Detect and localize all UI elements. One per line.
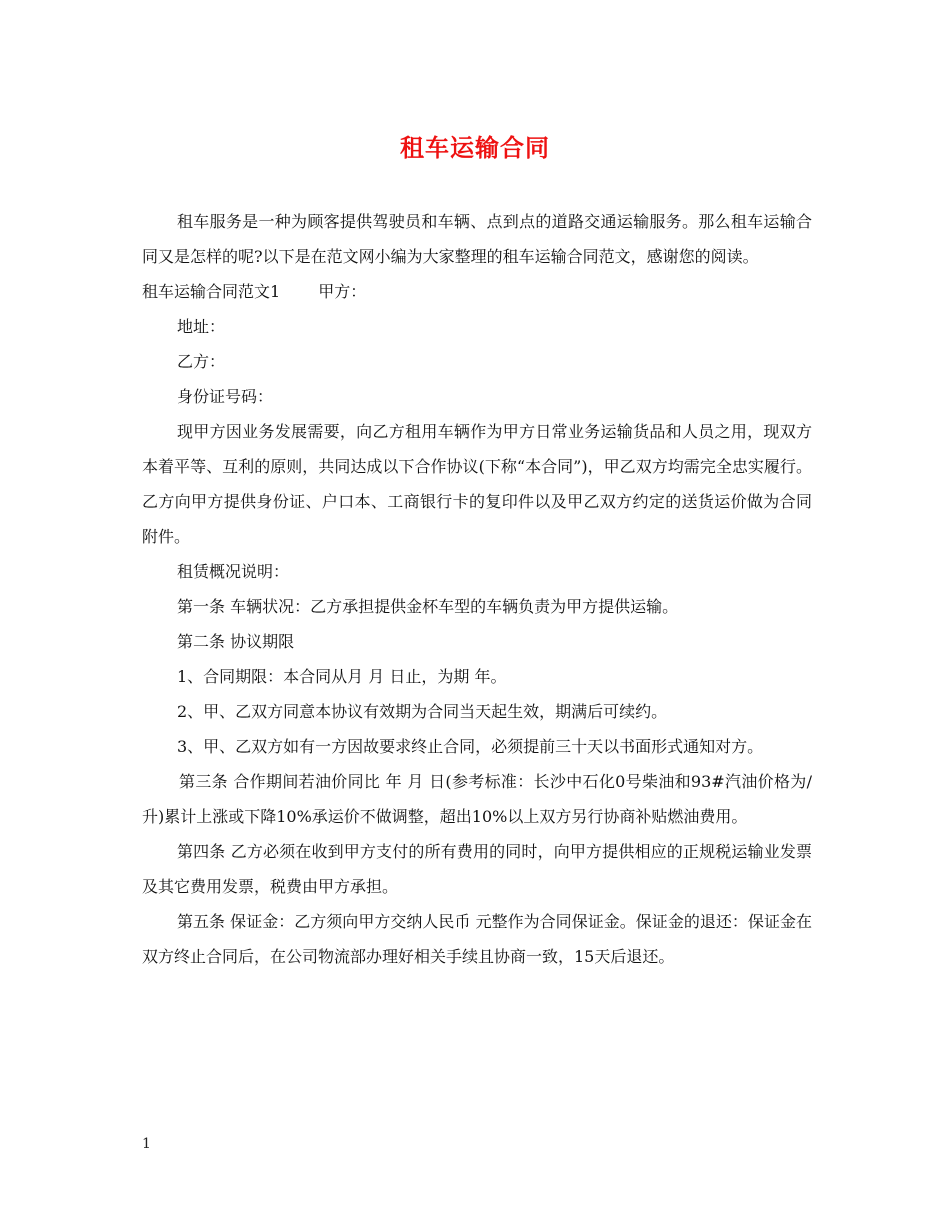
article-4: 第四条 乙方必须在收到甲方支付的所有费用的同时，向甲方提供相应的正规税运输业发票及其它费用发票，税费由甲方承担。 [142,842,812,896]
article-2-heading: 第二条 协议期限 [177,632,295,651]
document-body [142,204,812,974]
party-a-label: 甲方： [318,282,367,301]
term-1: 1、合同期限：本合同从月 月 日止，为期 年。 [177,667,507,686]
term-2: 2、甲、乙双方同意本协议有效期为合同当天起生效，期满后可续约。 [177,702,668,721]
article-1: 第一条 车辆状况：乙方承担提供金杯车型的车辆负责为甲方提供运输。 [177,597,679,616]
document-title: 租车运输合同 [400,133,550,162]
article-3: 第三条 合作期间若油价同比 年 月 日(参考标准：长沙中石化0号柴油和93#汽油价格为/升)累计上涨或下降10%承运价不做调整，超出10%以上双方另行协商补贴燃油费用。 [142,772,812,826]
sample-label: 租车运输合同范文1 [142,282,281,301]
term-3: 3、甲、乙双方如有一方因故要求终止合同，必须提前三十天以书面形式通知对方。 [177,737,764,756]
intro-paragraph: 租车服务是一种为顾客提供驾驶员和车辆、点到点的道路交通运输服务。那么租车运输合同又是怎样的呢?以下是在范文网小编为大家整理的租车运输合同范文，感谢您的阅读。 [142,212,812,266]
party-b-label: 乙方： [177,352,226,371]
page-number: 1 [142,1136,151,1152]
address-label: 地址： [177,317,226,336]
overview-heading: 租赁概况说明： [177,562,290,581]
id-number-label: 身份证号码： [177,387,274,406]
article-5: 第五条 保证金：乙方须向甲方交纳人民币 元整作为合同保证金。保证金的退还：保证金在双方终止合同后，在公司物流部办理好相关手续且协商一致，15天后退还。 [142,912,812,966]
background-paragraph: 现甲方因业务发展需要，向乙方租用车辆作为甲方日常业务运输货品和人员之用，现双方本着平等、互利的原则，共同达成以下合作协议(下称“本合同”)，甲乙双方均需完全忠实履行。乙方向甲方提供身份证、户口本、工商银行卡的复印件以及甲乙双方约定的送货运价做为合同附件。 [142,422,812,546]
sample-heading-row [142,274,812,309]
